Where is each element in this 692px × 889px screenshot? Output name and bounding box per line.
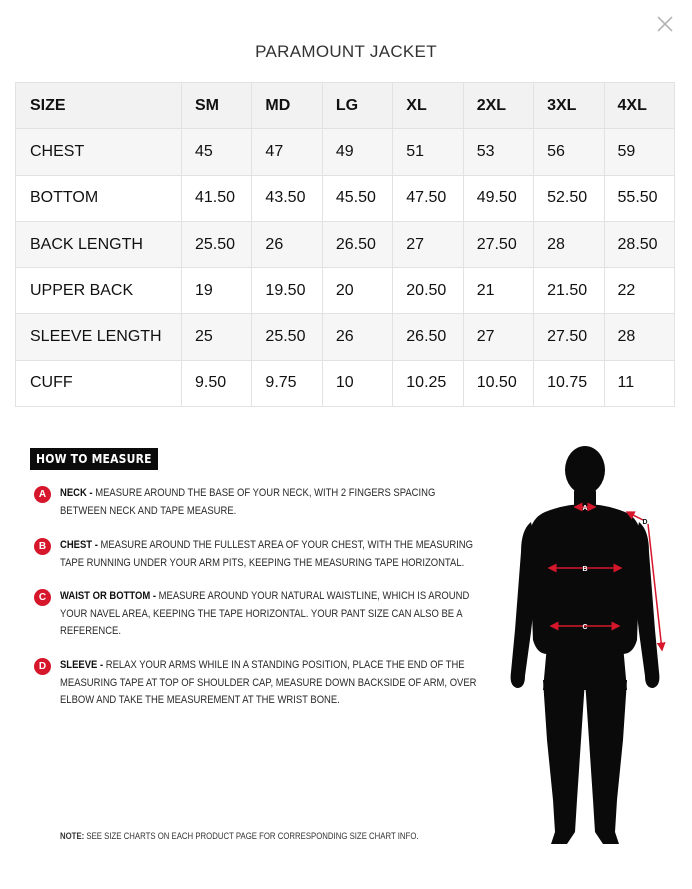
- size-value-cell: 43.50: [252, 175, 322, 221]
- size-chart-table: [15, 82, 675, 407]
- column-header: 3XL: [534, 83, 604, 129]
- size-value-cell: 55.50: [604, 175, 674, 221]
- step-text: MEASURE AROUND THE BASE OF YOUR NECK, WITH 2 FINGERS SPACING BETWEEN NECK AND TAPE MEASURE.: [60, 487, 436, 517]
- row-label-cell: BACK LENGTH: [16, 221, 182, 267]
- figure-label-c: C: [582, 624, 588, 631]
- table-row: [16, 129, 675, 175]
- table-header-row: [16, 83, 675, 129]
- size-value-cell: 47: [252, 129, 322, 175]
- table-row: [16, 268, 675, 314]
- column-header: 4XL: [604, 83, 674, 129]
- size-value-cell: 10: [322, 360, 392, 406]
- size-value-cell: 10.25: [393, 360, 463, 406]
- table-row: [16, 175, 675, 221]
- step-marker-d: D: [34, 658, 51, 675]
- how-to-measure-heading: HOW TO MEASURE: [30, 448, 158, 470]
- column-header: MD: [252, 83, 322, 129]
- row-label-cell: SLEEVE LENGTH: [16, 314, 182, 360]
- row-label-cell: CUFF: [16, 360, 182, 406]
- row-label-cell: BOTTOM: [16, 175, 182, 221]
- step-label: SLEEVE -: [60, 659, 104, 671]
- column-header: SM: [182, 83, 252, 129]
- size-value-cell: 9.50: [182, 360, 252, 406]
- size-value-cell: 45.50: [322, 175, 392, 221]
- size-value-cell: 11: [604, 360, 674, 406]
- close-button[interactable]: [655, 14, 675, 34]
- size-value-cell: 26.50: [393, 314, 463, 360]
- size-value-cell: 21.50: [534, 268, 604, 314]
- size-value-cell: 26: [252, 221, 322, 267]
- close-icon: [655, 14, 675, 34]
- step-text: MEASURE AROUND YOUR NATURAL WAISTLINE, WHICH IS AROUND YOUR NAVEL AREA, KEEPING THE TAPE HORIZONTAL. YOUR PANT SIZE CAN ALSO BE A REFERENCE.: [60, 590, 470, 637]
- size-value-cell: 25: [182, 314, 252, 360]
- note-label: NOTE:: [60, 831, 85, 842]
- step-label: NECK -: [60, 487, 93, 499]
- size-value-cell: 21: [463, 268, 533, 314]
- note-text: SEE SIZE CHARTS ON EACH PRODUCT PAGE FOR CORRESPONDING SIZE CHART INFO.: [86, 831, 419, 842]
- figure-label-a: A: [582, 505, 588, 512]
- size-value-cell: 27: [393, 221, 463, 267]
- size-value-cell: 19.50: [252, 268, 322, 314]
- row-label-cell: UPPER BACK: [16, 268, 182, 314]
- size-value-cell: 45: [182, 129, 252, 175]
- step-text: RELAX YOUR ARMS WHILE IN A STANDING POSITION, PLACE THE END OF THE MEASURING TAPE AT TOP OF SHOULDER CAP, MEASURE DOWN BACKSIDE OF ARM, OVER ELBOW AND TAKE THE MEASUREMENT AT THE WRIST BONE.: [60, 659, 477, 706]
- measurement-figure: [505, 440, 675, 850]
- size-value-cell: 49: [322, 129, 392, 175]
- size-value-cell: 41.50: [182, 175, 252, 221]
- size-value-cell: 25.50: [182, 221, 252, 267]
- column-header: 2XL: [463, 83, 533, 129]
- row-label-cell: CHEST: [16, 129, 182, 175]
- column-header: SIZE: [16, 83, 182, 129]
- size-value-cell: 25.50: [252, 314, 322, 360]
- size-value-cell: 56: [534, 129, 604, 175]
- size-value-cell: 20.50: [393, 268, 463, 314]
- step-marker-b: B: [34, 538, 51, 555]
- size-value-cell: 26: [322, 314, 392, 360]
- step-label: WAIST OR BOTTOM -: [60, 590, 156, 602]
- size-value-cell: 27.50: [534, 314, 604, 360]
- size-chart-note: [60, 831, 419, 842]
- size-value-cell: 10.50: [463, 360, 533, 406]
- size-value-cell: 49.50: [463, 175, 533, 221]
- table-row: [16, 360, 675, 406]
- size-value-cell: 51: [393, 129, 463, 175]
- figure-label-d: D: [642, 519, 648, 526]
- size-value-cell: 28: [604, 314, 674, 360]
- size-value-cell: 20: [322, 268, 392, 314]
- size-value-cell: 10.75: [534, 360, 604, 406]
- size-value-cell: 9.75: [252, 360, 322, 406]
- table-row: [16, 221, 675, 267]
- column-header: XL: [393, 83, 463, 129]
- step-marker-c: C: [34, 589, 51, 606]
- step-label: CHEST -: [60, 539, 98, 551]
- table-row: [16, 314, 675, 360]
- step-text: MEASURE AROUND THE FULLEST AREA OF YOUR CHEST, WITH THE MEASURING TAPE RUNNING UNDER YOUR ARM PITS, KEEPING THE MEASURING TAPE HORIZONTAL.: [60, 539, 473, 569]
- size-value-cell: 28.50: [604, 221, 674, 267]
- figure-label-b: B: [582, 566, 588, 573]
- page-title: PARAMOUNT JACKET: [255, 42, 437, 61]
- size-value-cell: 47.50: [393, 175, 463, 221]
- body-silhouette-icon: [505, 440, 675, 850]
- size-value-cell: 53: [463, 129, 533, 175]
- size-value-cell: 22: [604, 268, 674, 314]
- column-header: LG: [322, 83, 392, 129]
- size-value-cell: 27.50: [463, 221, 533, 267]
- step-marker-a: A: [34, 486, 51, 503]
- size-value-cell: 19: [182, 268, 252, 314]
- size-value-cell: 52.50: [534, 175, 604, 221]
- size-value-cell: 28: [534, 221, 604, 267]
- size-value-cell: 59: [604, 129, 674, 175]
- size-value-cell: 27: [463, 314, 533, 360]
- size-value-cell: 26.50: [322, 221, 392, 267]
